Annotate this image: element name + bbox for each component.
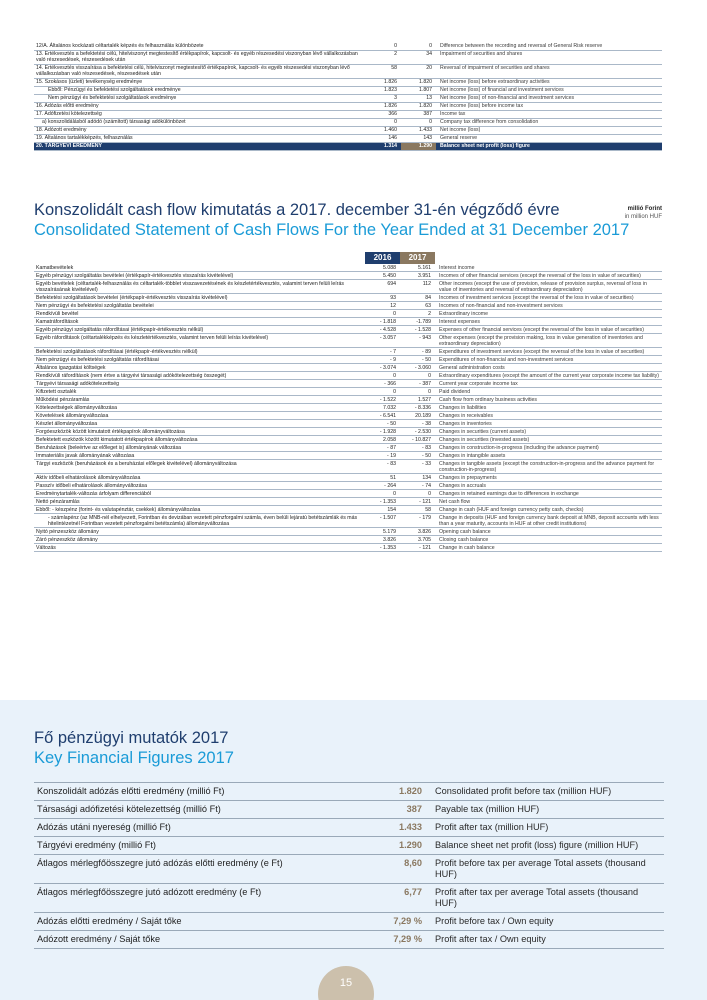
value-2017: 20.189	[400, 412, 435, 420]
row-label-hu: 14. Értékvesztés visszaírása a befektetési célú, hitelviszonyt megtestesítő értékpapírok, kapcsolt- és egyéb részesedési viszonyban lévő vállalkozásban való részesedések, részesedések után	[34, 64, 366, 78]
value-2016: 5.088	[365, 264, 400, 272]
page-number: 15	[318, 966, 374, 1000]
row-label-hu: Működési pénzáramlás	[34, 396, 365, 404]
row-label-hu: Egyéb pénzügyi szolgáltatás bevételei (értékpapír-értékvesztés visszaírás kivételével)	[34, 272, 365, 280]
value-2016: - 1.928	[365, 428, 400, 436]
table-row	[34, 64, 662, 78]
row-label-hu: Záró pénzeszköz állomány	[34, 536, 365, 544]
value-2016: - 1.353	[365, 544, 400, 552]
row-label-en: Change in deposits (HUF and foreign currency bank deposit at MNB, deposit accounts with less than a year maturity, accounts in HUF at other credit institutions)	[435, 514, 662, 528]
table-row	[34, 482, 662, 490]
row-label-en: Other expenses (except the provision making, loss in value generation of inventories and extraordinary depreciation)	[435, 334, 662, 348]
cashflow-title-block	[34, 200, 630, 240]
row-label-hu: Nem pénzügyi és befektetési szolgáltatások eredménye	[34, 94, 366, 102]
key-figure-label-hu: Adózás utáni nyereség (millió Ft)	[34, 819, 370, 837]
value-2016: 0	[365, 490, 400, 498]
key-figure-row	[34, 884, 664, 913]
value-2016: - 6.541	[365, 412, 400, 420]
table-row	[34, 404, 662, 412]
row-label-en: Extraordinary expenditures (except the amount of the current year corporate income tax liability)	[435, 372, 662, 380]
key-figure-label-en: Balance sheet net profit (loss) figure (million HUF)	[432, 837, 664, 855]
key-figure-label-en: Profit after tax (million HUF)	[432, 819, 664, 837]
table-row	[34, 142, 662, 150]
row-label-hu: 13. Értékvesztés a befektetési célú, hitelviszonyt megtestesítő értékpapírok, kapcsolt- és egyéb részesedési viszonyban lévő vállalkozásban való részesedések, részesedések után	[34, 50, 366, 64]
value-2017: - 1.528	[400, 326, 435, 334]
row-label-hu: 19. Általános tartalékképzés, felhasználás	[34, 134, 366, 142]
table-row	[34, 364, 662, 372]
value-2017: 13	[401, 94, 436, 102]
table-row	[34, 42, 662, 50]
value-2017: 0	[400, 372, 435, 380]
key-figure-label-en: Profit before tax / Own equity	[432, 913, 664, 931]
row-label-en: Interest expenses	[435, 318, 662, 326]
key-figure-label-en: Profit before tax per average Total assets (thousand HUF)	[432, 855, 664, 884]
row-label-en: General reserve	[436, 134, 662, 142]
row-label-en: Paid dividend	[435, 388, 662, 396]
row-label-en: Company tax difference from consolidation	[436, 118, 662, 126]
table-row	[34, 436, 662, 444]
row-label-hu: 17. Adófizetési kötelezettség	[34, 110, 366, 118]
value-2017: 3.705	[400, 536, 435, 544]
table-row	[34, 474, 662, 482]
income-statement-continuation	[34, 42, 662, 151]
row-label-hu: Nyitó pénzeszköz állomány	[34, 528, 365, 536]
table-row	[34, 326, 662, 334]
row-label-en: Incomes of non-financial and non-investment services	[435, 302, 662, 310]
key-figure-value: 6,77	[370, 884, 432, 913]
row-label-hu: Befektetési szolgáltatások bevételei (értékpapír-értékvesztés visszaírás kivételével)	[34, 294, 365, 302]
value-2017: - 387	[400, 380, 435, 388]
table-row	[34, 514, 662, 528]
value-2016: - 87	[365, 444, 400, 452]
value-2016: 93	[365, 294, 400, 302]
key-figure-label-hu: Adózott eredmény / Saját tőke	[34, 931, 370, 949]
row-label-en: Changes in prepayments	[435, 474, 662, 482]
value-2017: - 33	[400, 460, 435, 474]
value-2016: 3	[366, 94, 401, 102]
table-row	[34, 460, 662, 474]
row-label-en: Net income (loss) before extraordinary activities	[436, 78, 662, 86]
table-row	[34, 498, 662, 506]
row-label-en: Cash flow from ordinary business activities	[435, 396, 662, 404]
table-row	[34, 444, 662, 452]
table-row	[34, 294, 662, 302]
value-2016: 0	[366, 42, 401, 50]
value-2016: - 1.353	[365, 498, 400, 506]
row-label-hu: Követelések állományváltozása	[34, 412, 365, 420]
key-figures-title-block	[34, 728, 234, 768]
table-row	[34, 264, 662, 272]
value-2017: - 8.336	[400, 404, 435, 412]
row-label-hu: Ebből: - készpénz (forint- és valutapénztár, csekkek) állományváltozása	[34, 506, 365, 514]
key-figure-value: 7,29 %	[370, 931, 432, 949]
value-2016: 0	[365, 388, 400, 396]
row-label-hu: Kamatbevételek	[34, 264, 365, 272]
row-label-hu: Készlet állományváltozása	[34, 420, 365, 428]
row-label-hu: Nettó pénzáramlás	[34, 498, 365, 506]
table-row	[34, 544, 662, 552]
row-label-hu: Forgóeszközök között kimutatott értékpapírok állományváltozása	[34, 428, 365, 436]
value-2017: - 121	[400, 498, 435, 506]
table-row	[34, 318, 662, 326]
value-2016: 0	[365, 372, 400, 380]
row-label-hu: Tárgyi eszközök (beruházások és a beruházási előlegek kivételével) állományváltozása	[34, 460, 365, 474]
row-label-en: Extraordinary income	[435, 310, 662, 318]
table-row	[34, 348, 662, 356]
row-label-hu: Általános igazgatási költségek	[34, 364, 365, 372]
key-figure-row	[34, 801, 664, 819]
key-figure-value: 8,60	[370, 855, 432, 884]
table-row	[34, 78, 662, 86]
row-label-en: General administration costs	[435, 364, 662, 372]
table-row	[34, 388, 662, 396]
key-figure-label-en: Consolidated profit before tax (million HUF)	[432, 783, 664, 801]
row-label-hu: 20. TÁRGYÉVI EREDMÉNY	[34, 142, 366, 150]
row-label-hu: 16. Adózás előtti eredmény	[34, 102, 366, 110]
cashflow-table	[34, 264, 662, 552]
value-2016: 7.032	[365, 404, 400, 412]
value-2017: 84	[400, 294, 435, 302]
value-2016: 12	[365, 302, 400, 310]
value-2017: 1.433	[401, 126, 436, 134]
value-2016: - 1.818	[365, 318, 400, 326]
row-label-en: Net income (loss) of non-financial and investment services	[436, 94, 662, 102]
value-2017: 0	[401, 42, 436, 50]
row-label-en: Changes in securities (current assets)	[435, 428, 662, 436]
row-label-hu: Passzív időbeli elhatárolások állományváltozása	[34, 482, 365, 490]
value-2017: 143	[401, 134, 436, 142]
value-2016: 1.314	[366, 142, 401, 150]
table-row	[34, 334, 662, 348]
table-row	[34, 372, 662, 380]
value-2017: 58	[400, 506, 435, 514]
row-label-en: Closing cash balance	[435, 536, 662, 544]
value-2016: 5.450	[365, 272, 400, 280]
table-row	[34, 126, 662, 134]
value-2016: - 4.528	[365, 326, 400, 334]
row-label-hu: Rendkívüli ráfordítások (nem értve a tárgyévi társasági adókötelezettség összegét)	[34, 372, 365, 380]
row-label-en: Incomes of investment services (except the reversal of the loss in value of securities)	[435, 294, 662, 302]
table-row	[34, 396, 662, 404]
value-2017: 1.527	[400, 396, 435, 404]
value-2016: 1.826	[366, 102, 401, 110]
value-2017: 134	[400, 474, 435, 482]
table-row	[34, 110, 662, 118]
row-label-en: Expenses of other financial services (except the reversal of the loss in value of securities)	[435, 326, 662, 334]
cashflow-title-en: Consolidated Statement of Cash Flows For the Year Ended at 31 December 2017	[34, 221, 630, 239]
value-2017: 5.161	[400, 264, 435, 272]
row-label-hu: Beruházások (beleértve az előleget is) állományának változása	[34, 444, 365, 452]
row-label-en: Net cash flow	[435, 498, 662, 506]
row-label-en: Changes in receivables	[435, 412, 662, 420]
row-label-hu: Tárgyévi társasági adókötelezettség	[34, 380, 365, 388]
row-label-en: Changes in retained earnings due to differences in exchange	[435, 490, 662, 498]
row-label-en: Opening cash balance	[435, 528, 662, 536]
value-2017: -1.789	[400, 318, 435, 326]
value-2017: 3.826	[400, 528, 435, 536]
key-figure-row	[34, 913, 664, 931]
table-row	[34, 380, 662, 388]
key-figures-section	[0, 700, 707, 1000]
row-label-en: Reversal of impairment of securities and shares	[436, 64, 662, 78]
value-2017: - 121	[400, 544, 435, 552]
year-header	[365, 252, 662, 264]
value-2016: - 3.057	[365, 334, 400, 348]
key-figure-label-hu: Átlagos mérlegfőösszegre jutó adózott eredmény (e Ft)	[34, 884, 370, 913]
row-label-en: Other incomes (except the use of provision, release of provision surplus, reversal of loss in value of inventories and reversal of extraordinary depreciation)	[435, 280, 662, 294]
key-figure-row	[34, 855, 664, 884]
value-2016: 0	[365, 310, 400, 318]
value-2016: 5.179	[365, 528, 400, 536]
row-label-en: Net income (loss) before income tax	[436, 102, 662, 110]
key-figure-value: 387	[370, 801, 432, 819]
value-2016: - 3.074	[365, 364, 400, 372]
value-2016: 366	[366, 110, 401, 118]
table-row	[34, 528, 662, 536]
row-label-hu: 18. Adózott eredmény	[34, 126, 366, 134]
year-2016-header: 2016	[365, 252, 400, 264]
key-figure-label-hu: Adózás előtti eredmény / Saját tőke	[34, 913, 370, 931]
row-label-en: Changes in tangible assets (except the construction-in-progress and the advance payment for construction-in-progress)	[435, 460, 662, 474]
row-label-hu: Nem pénzügyi és befektetési szolgáltatás bevételei	[34, 302, 365, 310]
row-label-hu: Kamatráfordítások	[34, 318, 365, 326]
table-row	[34, 302, 662, 310]
key-figure-row	[34, 837, 664, 855]
value-2017: - 50	[400, 356, 435, 364]
table-row	[34, 94, 662, 102]
value-2017: - 2.530	[400, 428, 435, 436]
table-row	[34, 102, 662, 110]
value-2017: - 10.827	[400, 436, 435, 444]
value-2016: - 83	[365, 460, 400, 474]
table-row	[34, 452, 662, 460]
row-label-en: Changes in securities (invested assets)	[435, 436, 662, 444]
key-figure-row	[34, 783, 664, 801]
cashflow-title-hu: Konszolidált cash flow kimutatás a 2017. december 31-én végződő évre	[34, 201, 560, 219]
row-label-hu: Eredménytartalék-változás árfolyam differenciából	[34, 490, 365, 498]
unit-hu: millió Forint	[627, 206, 662, 212]
value-2016: 2.058	[365, 436, 400, 444]
row-label-hu: Kifizetett osztalék	[34, 388, 365, 396]
table-row	[34, 536, 662, 544]
key-figures-title-hu: Fő pénzügyi mutatók 2017	[34, 729, 229, 747]
value-2017: 0	[400, 388, 435, 396]
key-figure-value: 7,29 %	[370, 913, 432, 931]
value-2017: 20	[401, 64, 436, 78]
key-figure-value: 1.433	[370, 819, 432, 837]
value-2016: - 7	[365, 348, 400, 356]
value-2017: 0	[401, 118, 436, 126]
table-row	[34, 272, 662, 280]
row-label-hu: Kötelezettségek állományváltozása	[34, 404, 365, 412]
table-row	[34, 134, 662, 142]
value-2017: - 179	[400, 514, 435, 528]
key-figure-row	[34, 931, 664, 949]
table-row	[34, 356, 662, 364]
value-2016: 146	[366, 134, 401, 142]
row-label-en: Incomes of other financial services (except the reversal of the loss in value of securities)	[435, 272, 662, 280]
key-figure-label-en: Profit after tax per average Total assets (thousand HUF)	[432, 884, 664, 913]
key-figure-row	[34, 819, 664, 837]
value-2017: - 83	[400, 444, 435, 452]
row-label-hu: Egyéb ráfordítások (céltartalékképzés és készletértékvesztés, valamint terven felüli leírás kivételével)	[34, 334, 365, 348]
table-row	[34, 490, 662, 498]
row-label-hu: Egyéb bevételek (céltartalék-felhasználás és céltartalék-többlet visszavezetésének és készletértékvesztés, valamint terven felüli leírás visszaírásának kivételével)	[34, 280, 365, 294]
key-figure-label-en: Profit after tax / Own equity	[432, 931, 664, 949]
row-label-en: Expenditures of non-financial and non-investment services	[435, 356, 662, 364]
value-2016: 2	[366, 50, 401, 64]
row-label-en: Changes in inventories	[435, 420, 662, 428]
key-figure-label-hu: Konszolidált adózás előtti eredmény (millió Ft)	[34, 783, 370, 801]
year-2017-header: 2017	[400, 252, 435, 264]
row-label-hu: a) konszolidálásból adódó (számított) társasági adókülönbözet	[34, 118, 366, 126]
row-label-hu: Befektetett eszközök között kimutatott értékpapírok állományváltozása	[34, 436, 365, 444]
value-2016: - 366	[365, 380, 400, 388]
value-2017: - 38	[400, 420, 435, 428]
row-label-hu: - számlapénz (az MNB-nél elhelyezett, Forintban és devizában vezetett pénzforgalmi számla, éven belüli lejáratú betétszámlák és más hitelintézetnél Forintban vezetett pénzforgalmi betétszámla) állományváltozása	[34, 514, 365, 528]
row-label-hu: Rendkívüli bevétel	[34, 310, 365, 318]
table-row	[34, 412, 662, 420]
value-2017: 3.951	[400, 272, 435, 280]
income-statement-table	[34, 42, 662, 151]
value-2016: 1.460	[366, 126, 401, 134]
row-label-en: Difference between the recording and reversal of General Risk reserve	[436, 42, 662, 50]
row-label-en: Net income (loss) of financial and investment services	[436, 86, 662, 94]
value-2017: 1.807	[401, 86, 436, 94]
row-label-en: Changes in accruals	[435, 482, 662, 490]
value-2016: 58	[366, 64, 401, 78]
value-2016: - 9	[365, 356, 400, 364]
row-label-en: Balance sheet net profit (loss) figure	[436, 142, 662, 150]
row-label-hu: Aktív időbeli elhatárolások állományváltozása	[34, 474, 365, 482]
value-2017: 63	[400, 302, 435, 310]
row-label-en: Impairment of securities and shares	[436, 50, 662, 64]
row-label-en: Interest income	[435, 264, 662, 272]
value-2016: - 264	[365, 482, 400, 490]
value-2017: 34	[401, 50, 436, 64]
unit-label	[596, 205, 662, 221]
table-row	[34, 310, 662, 318]
row-label-hu: Ebből: Pénzügyi és befektetési szolgáltatások eredménye	[34, 86, 366, 94]
value-2016: - 1.522	[365, 396, 400, 404]
row-label-en: Income tax	[436, 110, 662, 118]
cashflow-table-block	[34, 252, 662, 552]
row-label-en: Net income (loss)	[436, 126, 662, 134]
value-2017: 0	[400, 490, 435, 498]
value-2017: - 50	[400, 452, 435, 460]
row-label-en: Current year corporate income tax	[435, 380, 662, 388]
value-2017: 1.820	[401, 102, 436, 110]
value-2016: 154	[365, 506, 400, 514]
value-2016: - 19	[365, 452, 400, 460]
key-figures-table-block	[34, 782, 664, 949]
row-label-hu: 15. Szokásos (üzleti) tevékenység eredménye	[34, 78, 366, 86]
table-row	[34, 50, 662, 64]
value-2016: 51	[365, 474, 400, 482]
key-figure-label-hu: Társasági adófizetési kötelezettség (millió Ft)	[34, 801, 370, 819]
value-2016: - 50	[365, 420, 400, 428]
key-figure-value: 1.290	[370, 837, 432, 855]
row-label-hu: Változás	[34, 544, 365, 552]
value-2017: 2	[400, 310, 435, 318]
table-row	[34, 506, 662, 514]
row-label-en: Changes in intangible assets	[435, 452, 662, 460]
key-figure-label-hu: Átlagos mérlegfőösszegre jutó adózás előtti eredmény (e Ft)	[34, 855, 370, 884]
value-2016: - 1.507	[365, 514, 400, 528]
row-label-en: Change in cash balance	[435, 544, 662, 552]
row-label-hu: Egyéb pénzügyi szolgáltatás ráfordításai (értékpapír-értékvesztés nélkül)	[34, 326, 365, 334]
value-2017: - 3.060	[400, 364, 435, 372]
row-label-en: Changes in construction-in-progress (including the advance payment)	[435, 444, 662, 452]
value-2017: - 74	[400, 482, 435, 490]
table-row	[34, 118, 662, 126]
key-figure-label-en: Payable tax (million HUF)	[432, 801, 664, 819]
table-row	[34, 420, 662, 428]
row-label-hu: Nem pénzügyi és befektetési szolgáltatás ráfordításai	[34, 356, 365, 364]
value-2016: 1.823	[366, 86, 401, 94]
value-2017: - 943	[400, 334, 435, 348]
value-2017: 112	[400, 280, 435, 294]
row-label-en: Changes in liabilities	[435, 404, 662, 412]
row-label-en: Expenditures of investment services (except the reversal of the loss in value of securities)	[435, 348, 662, 356]
value-2016: 0	[366, 118, 401, 126]
value-2016: 3.826	[365, 536, 400, 544]
key-figures-table	[34, 782, 664, 949]
value-2016: 1.826	[366, 78, 401, 86]
value-2017: - 89	[400, 348, 435, 356]
value-2017: 1.820	[401, 78, 436, 86]
table-row	[34, 280, 662, 294]
row-label-hu: 12/A. Általános kockázati céltartalék képzés és felhasználás különbözete	[34, 42, 366, 50]
value-2017: 387	[401, 110, 436, 118]
row-label-hu: Befektetési szolgáltatások ráfordításai (értékpapír-értékvesztés nélkül)	[34, 348, 365, 356]
key-figure-value: 1.820	[370, 783, 432, 801]
key-figure-label-hu: Tárgyévi eredmény (millió Ft)	[34, 837, 370, 855]
value-2016: 694	[365, 280, 400, 294]
table-row	[34, 86, 662, 94]
table-row	[34, 428, 662, 436]
key-figures-title-en: Key Financial Figures 2017	[34, 749, 234, 767]
unit-en: in million HUF	[624, 214, 662, 220]
row-label-hu: Immateriális javak állományának változása	[34, 452, 365, 460]
value-2017: 1.290	[401, 142, 436, 150]
row-label-en: Change in cash (HUF and foreign currency petty cash, checks)	[435, 506, 662, 514]
